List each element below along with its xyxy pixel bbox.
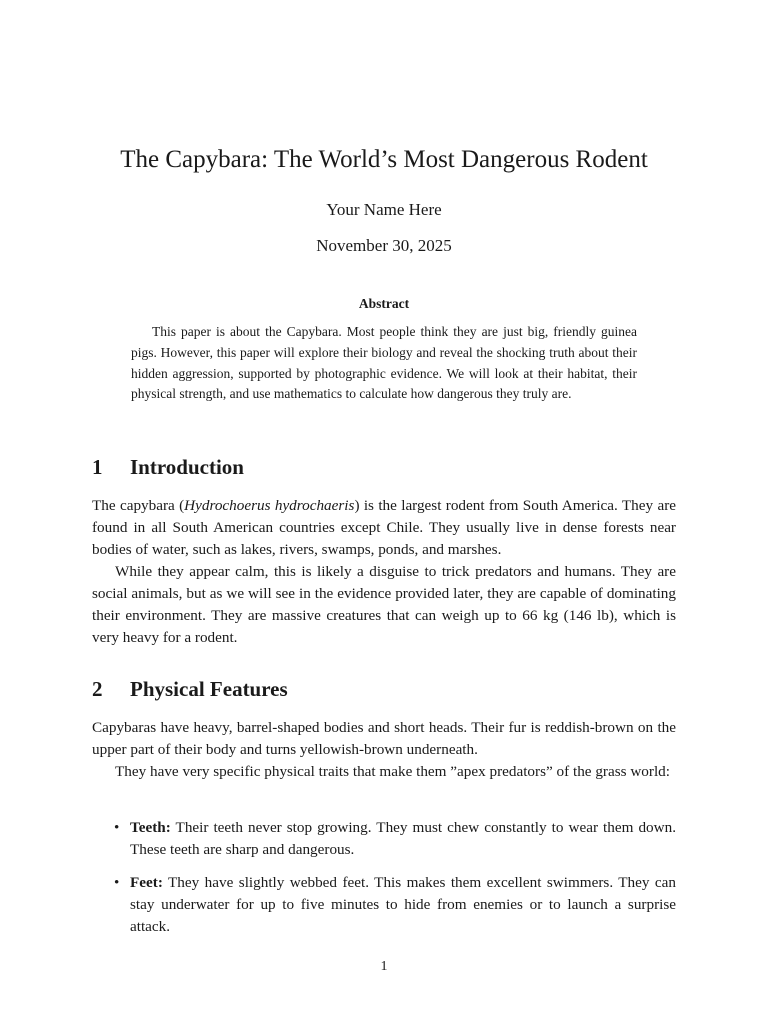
bullet-icon: • [114, 819, 120, 836]
page-number: 1 [380, 959, 388, 974]
paragraph: They have very specific physical traits that make them ”apex predators” of the grass world: [115, 763, 670, 780]
section-title: Physical Features [130, 677, 288, 701]
paper-date: November 30, 2025 [316, 236, 452, 255]
list-item-feet [92, 872, 676, 938]
bullet-icon: • [114, 874, 120, 891]
list-item-label: Feet: [130, 874, 163, 891]
section-heading-physical-features [92, 675, 288, 703]
introduction-body [92, 495, 676, 649]
list-item-text: Their teeth never stop growing. They must chew constantly to wear them down. These teeth are sharp and dangerous. [130, 819, 676, 858]
list-item-label: Teeth: [130, 819, 171, 836]
paragraph: Capybaras have heavy, barrel-shaped bodies and short heads. Their fur is reddish-brown on the upper part of their body and turns yellowish-brown underneath. [92, 719, 676, 758]
bullet-list [92, 872, 676, 948]
paragraph-text: ) is the largest rodent from South America. They are found in all South American countries except Chile. They usually live in dense forests near bodies of water, such as lakes, rivers, swamps, ponds, and marshes. [92, 497, 676, 558]
abstract-heading: Abstract [358, 296, 410, 311]
bullet-list [92, 817, 676, 871]
list-item-text: They have slightly webbed feet. This makes them excellent swimmers. They can stay underwater for up to five minutes to hide from enemies or to launch a surprise attack. [130, 874, 676, 935]
section-number: 1 [92, 455, 103, 479]
abstract-text: This paper is about the Capybara. Most people think they are just big, friendly guinea pigs. However, this paper will explore their biology and reveal the shocking truth about their hidden aggression, supported by photographic evidence. We will look at their habitat, their physical strength, and use mathematics to calculate how dangerous they truly are. [131, 324, 637, 402]
paragraph-text: The capybara ( [92, 497, 185, 514]
list-item-teeth [92, 817, 676, 861]
section-heading-introduction [92, 453, 244, 481]
species-name: Hydrochoerus hydrochaeris [184, 497, 355, 514]
physical-features-body [92, 717, 676, 783]
paragraph [92, 495, 676, 561]
paragraph: While they appear calm, this is likely a disguise to trick predators and humans. They are social animals, but as we will see in the evidence provided later, they are capable of dominating their environment. They are massive creatures that can weigh up to 66 kg (146 lb), which is very heavy for a rodent. [92, 563, 676, 646]
section-number: 2 [92, 677, 103, 701]
paper-title: The Capybara: The World’s Most Dangerous Rodent [120, 146, 648, 173]
author-name: Your Name Here [326, 200, 442, 219]
section-title: Introduction [130, 455, 244, 479]
